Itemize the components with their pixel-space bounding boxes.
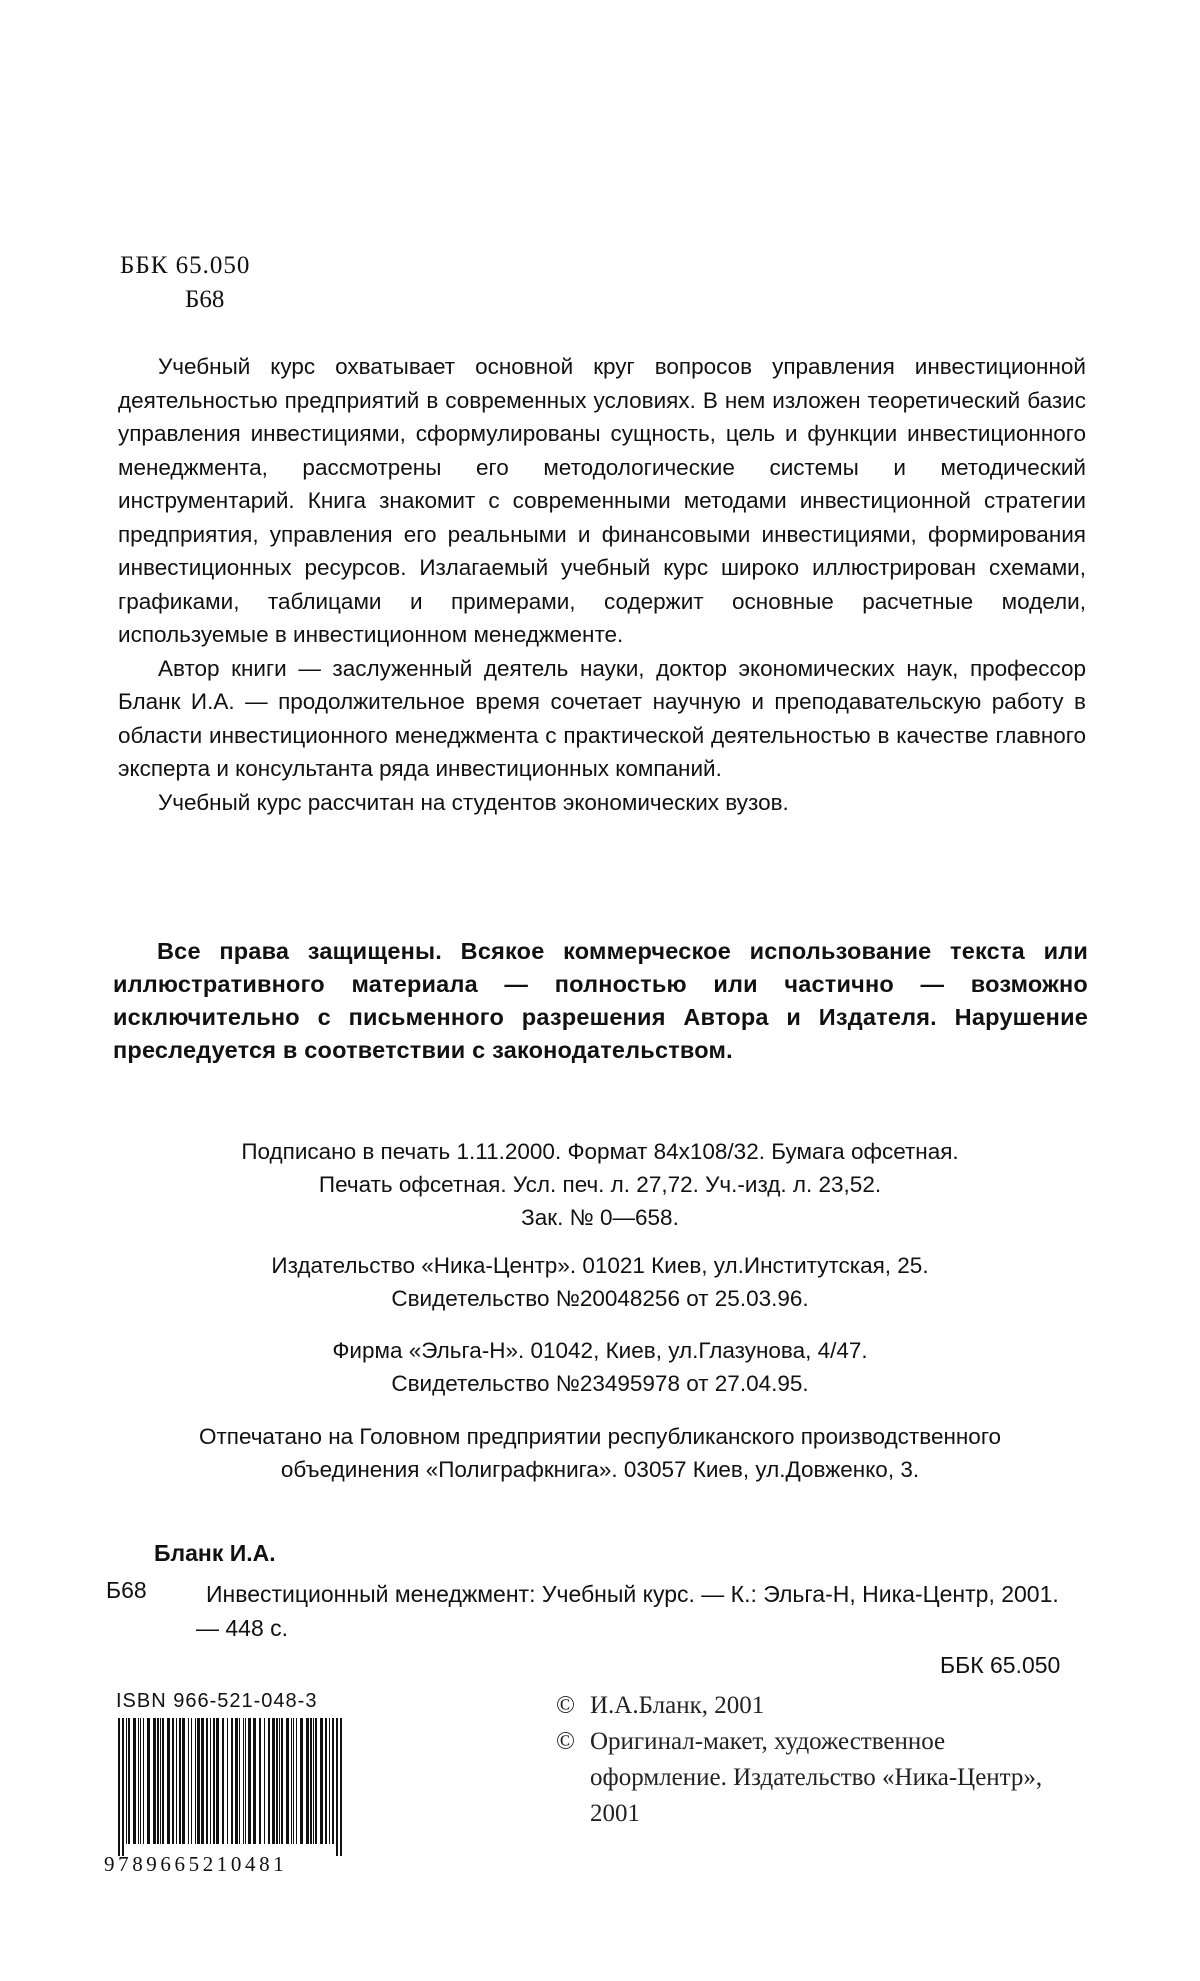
barcode-bar [286, 1718, 289, 1844]
barcode-bar [272, 1718, 275, 1844]
catalog-author: Бланк И.А. [154, 1540, 276, 1566]
barcode-bar [197, 1718, 200, 1844]
barcode-bar [172, 1718, 174, 1844]
copyright-block [556, 1688, 1076, 1832]
barcode-bar [222, 1718, 224, 1844]
barcode-bar [281, 1718, 283, 1844]
barcode-bar [147, 1718, 150, 1844]
barcode-bar [188, 1718, 189, 1844]
copyright-line [556, 1724, 1076, 1832]
barcode-bar [293, 1718, 294, 1844]
rights-notice [113, 935, 1088, 1067]
barcode-bar [122, 1718, 124, 1856]
print-line: Подписано в печать 1.11.2000. Формат 84x108/32. Бумага офсетная. [241, 1139, 959, 1164]
barcode-bar [167, 1718, 170, 1844]
barcode-bar [191, 1718, 192, 1844]
catalog-code: Б68 [106, 1577, 147, 1603]
copyright-author: И.А.Бланк, 2001 [590, 1692, 765, 1719]
barcode-bar [315, 1718, 317, 1844]
barcode-bar [126, 1718, 127, 1844]
barcode-bar [300, 1718, 303, 1844]
barcode-bar [310, 1718, 312, 1844]
barcode-bar [210, 1718, 211, 1844]
copyright-icon: © [556, 1692, 575, 1719]
barcode-bar [201, 1718, 204, 1844]
copyright-line [556, 1688, 1076, 1724]
barcode-bar [253, 1718, 256, 1844]
printer-line: Отпечатано на Головном предприятии республиканского производственного [198, 1424, 1002, 1449]
barcode-bar [206, 1718, 208, 1844]
barcode-bar [118, 1718, 120, 1856]
barcode-digits: 9789665210481 [104, 1852, 288, 1876]
barcode-bar [264, 1718, 265, 1844]
barcode-bar [195, 1718, 196, 1844]
barcode-bar [296, 1718, 297, 1844]
barcode-bar [160, 1718, 161, 1844]
barcode-bar [332, 1718, 334, 1844]
barcode-bar [176, 1718, 177, 1844]
barcode-bar [179, 1718, 181, 1844]
barcode-bar [182, 1718, 185, 1844]
isbn-label: ISBN 966-521-048-3 [116, 1690, 318, 1712]
print-details [100, 1135, 1100, 1234]
barcode-bar [138, 1718, 139, 1844]
barcode-bar [306, 1718, 309, 1844]
isbn-barcode [116, 1718, 346, 1856]
publisher-line: Издательство «Ника-Центр». 01021 Киев, ул.Институтская, 25. [271, 1253, 929, 1278]
firm-line: Свидетельство №23495978 от 27.04.95. [391, 1371, 809, 1396]
firm-details [100, 1334, 1100, 1400]
barcode-bar [213, 1718, 215, 1844]
barcode-bar [143, 1718, 144, 1844]
bbk-classification-code: ББК 65.050 [120, 252, 251, 279]
barcode-bar [329, 1718, 330, 1844]
copyright-layout: Оригинал-макет, художественное оформление. Издательство «Ника-Центр», 2001 [590, 1728, 1043, 1827]
catalog-bbk: ББК 65.050 [940, 1652, 1061, 1678]
barcode-bar [336, 1718, 338, 1856]
printer-details [100, 1420, 1100, 1486]
barcode-bar [248, 1718, 251, 1844]
barcode-bar [325, 1718, 327, 1844]
firm-line: Фирма «Эльга-Н». 01042, Киев, ул.Глазунова, 4/47. [332, 1338, 868, 1363]
barcode-bar [235, 1718, 238, 1844]
barcode-bar [231, 1718, 233, 1844]
barcode-bar [276, 1718, 278, 1844]
barcode-bar [227, 1718, 228, 1844]
barcode-bar [239, 1718, 240, 1844]
barcode-bar [268, 1718, 270, 1844]
annotation-paragraph: Учебный курс охватывает основной круг вопросов управления инвестиционной деятельностью предприятий в современных условиях. В нем изложен теоретический базис управления инвестициями, сформулированы сущность, цель и функции инвестиционного менеджмента, рассмотрены его методологические системы и методический инструментарий. Книга знакомит с современными методами инвестиционной стратегии предприятия, управления его реальными и финансовыми инвестициями, формирования инвестиционных ресурсов. Излагаемый учебный курс широко иллюстрирован схемами, графиками, таблицами и примерами, содержит основные расчетные модели, используемые в инвестиционном менеджменте. [118, 354, 1086, 647]
barcode-bar [128, 1718, 130, 1844]
book-annotation [118, 350, 1086, 819]
barcode-bar [140, 1718, 141, 1844]
author-mark-code: Б68 [185, 286, 225, 313]
barcode-bar [216, 1718, 219, 1844]
publisher-line: Свидетельство №20048256 от 25.03.96. [391, 1286, 809, 1311]
barcode-bar [245, 1718, 246, 1844]
catalog-description: Инвестиционный менеджмент: Учебный курс. — К.: Эльга-Н, Ника-Центр, 2001. — 448 с. [196, 1581, 1059, 1641]
barcode-bar [320, 1718, 323, 1844]
barcode-bar [162, 1718, 164, 1844]
printer-line: объединения «Полиграфкнига». 03057 Киев, ул.Довженко, 3. [280, 1457, 920, 1482]
print-line: Печать офсетная. Усл. печ. л. 27,72. Уч.-изд. л. 23,52. [318, 1172, 882, 1197]
barcode-bar [157, 1718, 159, 1844]
barcode-bar [313, 1718, 314, 1844]
barcode-bar [340, 1718, 342, 1856]
rights-text: Все права защищены. Всякое коммерческое использование текста или иллюстративного материала — полностью или частично — возможно исключительно с письменного разрешения Автора и Издателя. Нарушение преследуется в соответствии с законодательством. [113, 938, 1088, 1063]
copyright-icon: © [556, 1728, 575, 1755]
barcode-bar [133, 1718, 136, 1844]
barcode-bar [279, 1718, 280, 1844]
barcode-bar [291, 1718, 292, 1844]
barcode-bar [259, 1718, 261, 1844]
barcode-bar [153, 1718, 156, 1844]
publisher-details [100, 1249, 1100, 1315]
barcode-bar [243, 1718, 244, 1844]
annotation-paragraph: Автор книги — заслуженный деятель науки, доктор экономических наук, профессор Бланк И.А. — продолжительное время сочетает научную и преподавательскую работу в области инвестиционного менеджмента с практической деятельностью в качестве главного эксперта и консультанта ряда инвестиционных компаний. [118, 655, 1086, 781]
print-line: Зак. № 0—658. [521, 1205, 679, 1230]
annotation-paragraph: Учебный курс рассчитан на студентов экономических вузов. [158, 789, 789, 815]
